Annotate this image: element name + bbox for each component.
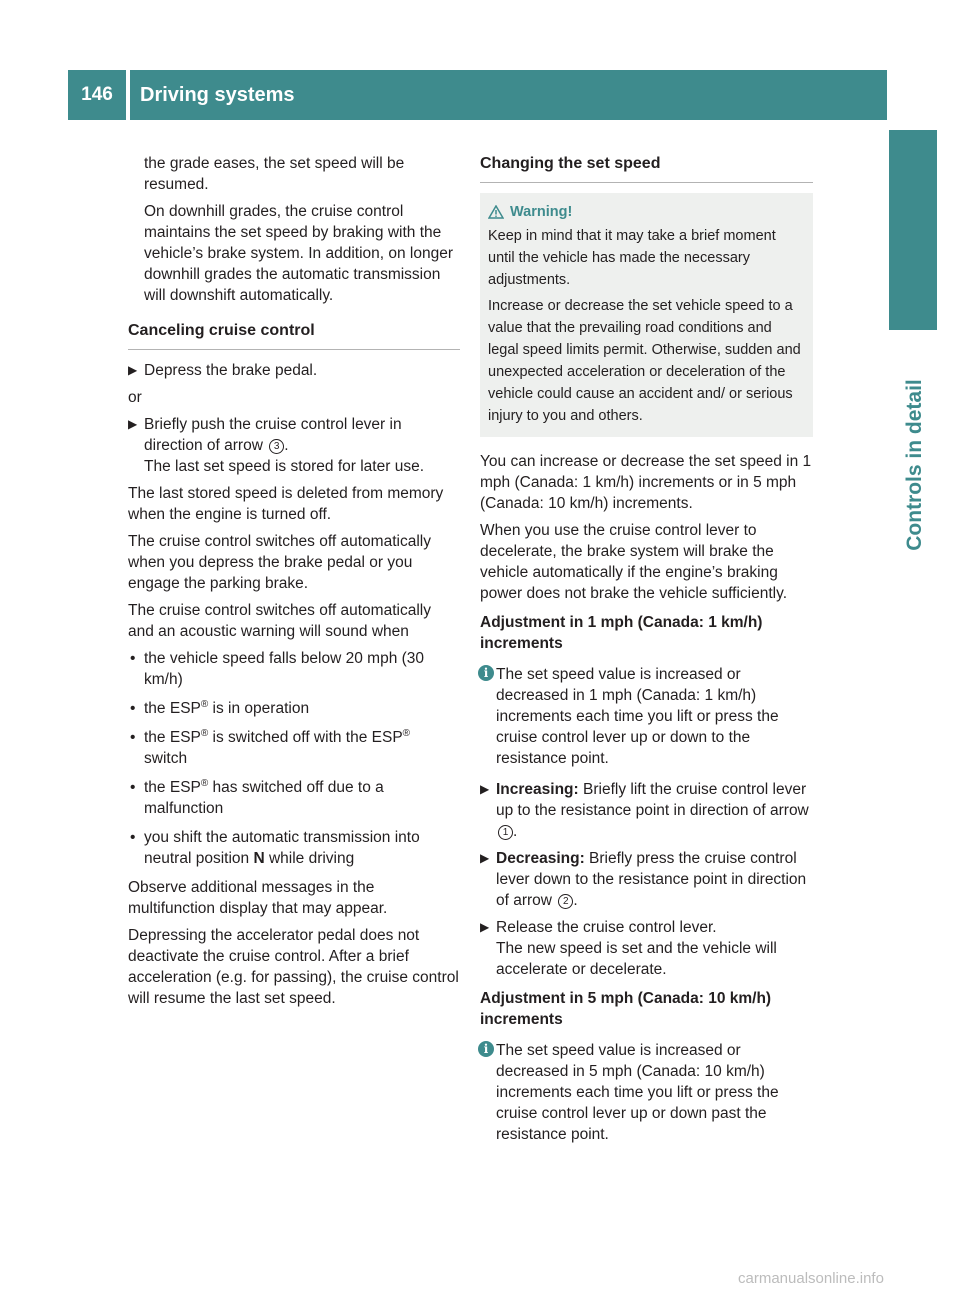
- list-item: [128, 727, 460, 769]
- list-item: [128, 827, 460, 869]
- step-item: ▶ Briefly push the cruise control lever in direction of arrow 3 . The last set speed is stored for later use.: [128, 416, 424, 475]
- list-item-text: is in operation: [208, 700, 310, 717]
- step-item: ▶ Increasing: Briefly lift the cruise control lever up to the resistance point in direction of arrow 1 .: [480, 781, 809, 840]
- step-result: The new speed is set and the vehicle will accelerate or decelerate.: [496, 940, 777, 978]
- paragraph: On downhill grades, the cruise control maintains the set speed by braking with the vehicle’s brake system. In addition, on longer downhill grades the automatic transmission will downshift automatically.: [144, 203, 454, 304]
- list-item-text: you shift the automatic transmission into neutral position: [144, 829, 420, 867]
- info-text: The set speed value is increased or decreased in 1 mph (Canada: 1 km/h) increments each time you lift or press the cruise control lever up or down to the resistance point.: [496, 666, 779, 767]
- side-tab: [889, 130, 937, 330]
- list-item-text: while driving: [264, 850, 355, 867]
- adjustment-1-heading: Adjustment in 1 mph (Canada: 1 km/h) increments: [480, 614, 763, 652]
- warning-text: Keep in mind that it may take a brief moment until the vehicle has made the necessary adjustments.: [488, 228, 776, 288]
- registered-mark: ®: [200, 777, 209, 789]
- list-item-text: is switched off with the ESP: [208, 729, 403, 746]
- paragraph: Depressing the accelerator pedal does not deactivate the cruise control. After a brief acceleration (e.g. for passing), the cruise control will resume the last set speed.: [128, 927, 459, 1007]
- adjustment-5-heading: Adjustment in 5 mph (Canada: 10 km/h) increments: [480, 990, 772, 1028]
- info-text: The set speed value is increased or decreased in 5 mph (Canada: 10 km/h) increments each time you lift or press the cruise control lever up or down past the resistance point.: [496, 1042, 779, 1143]
- bullet-icon: •: [130, 650, 136, 667]
- section-title: Driving systems: [130, 70, 887, 120]
- list-item: [128, 777, 460, 819]
- warning-title: [488, 201, 805, 223]
- step-result: The last set speed is stored for later use.: [144, 458, 424, 475]
- list-item-text: has switched off due to a malfunction: [144, 779, 384, 817]
- bullet-icon: •: [130, 829, 136, 846]
- or-text: or: [128, 389, 142, 406]
- side-label-text: Controls in detail: [903, 379, 927, 551]
- right-column: [480, 153, 813, 1155]
- list-item: [128, 698, 460, 719]
- list-item-text: the ESP: [144, 729, 201, 746]
- step-text: Depress the brake pedal.: [144, 362, 318, 379]
- warning-text: Increase or decrease the set vehicle speed to a value that the prevailing road conditions and legal speed limits permit. Otherwise, sudden and unexpected acceleration or deceleration of the vehicle could cause an accident and/ or serious injury to you and others.: [488, 298, 801, 424]
- step-label: Decreasing:: [496, 850, 585, 867]
- list-item-text: switch: [144, 750, 188, 767]
- step-arrow-icon: ▶: [480, 782, 490, 796]
- bullet-icon: •: [130, 729, 136, 746]
- step-item: [128, 360, 460, 381]
- step-arrow-icon: ▶: [128, 417, 138, 431]
- arrow-number-badge: 2: [558, 894, 573, 909]
- warning-triangle-icon: [488, 205, 504, 219]
- step-text: Release the cruise control lever.: [496, 919, 717, 936]
- registered-mark: ®: [402, 727, 411, 739]
- registered-mark: ®: [200, 698, 209, 710]
- arrow-number-badge: 1: [498, 825, 513, 840]
- list-item-text: the vehicle speed falls below 20 mph (30 km/h): [144, 650, 425, 688]
- watermark: carmanualsonline.info: [738, 1270, 884, 1287]
- warning-label: Warning!: [510, 204, 573, 220]
- paragraph: The cruise control switches off automatically and an acoustic warning will sound when: [128, 602, 431, 640]
- bullet-icon: •: [130, 700, 136, 717]
- info-note: [480, 664, 813, 769]
- step-text: Briefly push the cruise control lever in direction of arrow: [144, 416, 402, 454]
- paragraph: The cruise control switches off automatically when you depress the brake pedal or you engage the parking brake.: [128, 533, 431, 592]
- registered-mark: ®: [200, 727, 209, 739]
- arrow-number-badge: 3: [269, 439, 284, 454]
- bullet-icon: •: [130, 779, 136, 796]
- paragraph: Observe additional messages in the multifunction display that may appear.: [128, 879, 388, 917]
- info-note: [480, 1040, 813, 1145]
- paragraph: You can increase or decrease the set speed in 1 mph (Canada: 1 km/h) increments or in 5 mph (Canada: 10 km/h) increments.: [480, 453, 812, 512]
- info-icon: i: [478, 665, 494, 681]
- step-text: Briefly lift the cruise control lever up to the resistance point in direction of arrow: [496, 781, 809, 819]
- side-label: [895, 340, 935, 590]
- info-icon: i: [478, 1041, 494, 1057]
- step-item: [480, 917, 813, 980]
- paragraph: When you use the cruise control lever to decelerate, the brake system will brake the vehicle automatically if the engine’s braking power does not brake the vehicle sufficiently.: [480, 522, 788, 602]
- gear-position: N: [253, 850, 265, 867]
- changing-speed-heading: Changing the set speed: [480, 153, 813, 183]
- list-item-text: the ESP: [144, 779, 201, 796]
- page-number: 146: [68, 70, 126, 120]
- left-column: [128, 153, 460, 1015]
- step-arrow-icon: ▶: [128, 363, 138, 377]
- step-label: Increasing:: [496, 781, 579, 798]
- step-arrow-icon: ▶: [480, 851, 490, 865]
- step-arrow-icon: ▶: [480, 920, 490, 934]
- paragraph: the grade eases, the set speed will be resumed.: [144, 155, 405, 193]
- step-text: Briefly press the cruise control lever down to the resistance point in direction of arrow: [496, 850, 807, 909]
- paragraph: The last stored speed is deleted from memory when the engine is turned off.: [128, 485, 444, 523]
- warning-box: [480, 193, 813, 437]
- cancel-heading: Canceling cruise control: [128, 320, 460, 350]
- step-item: ▶ Decreasing: Briefly press the cruise control lever down to the resistance point in direction of arrow 2 .: [480, 850, 807, 909]
- list-item-text: the ESP: [144, 700, 201, 717]
- list-item: [128, 648, 460, 690]
